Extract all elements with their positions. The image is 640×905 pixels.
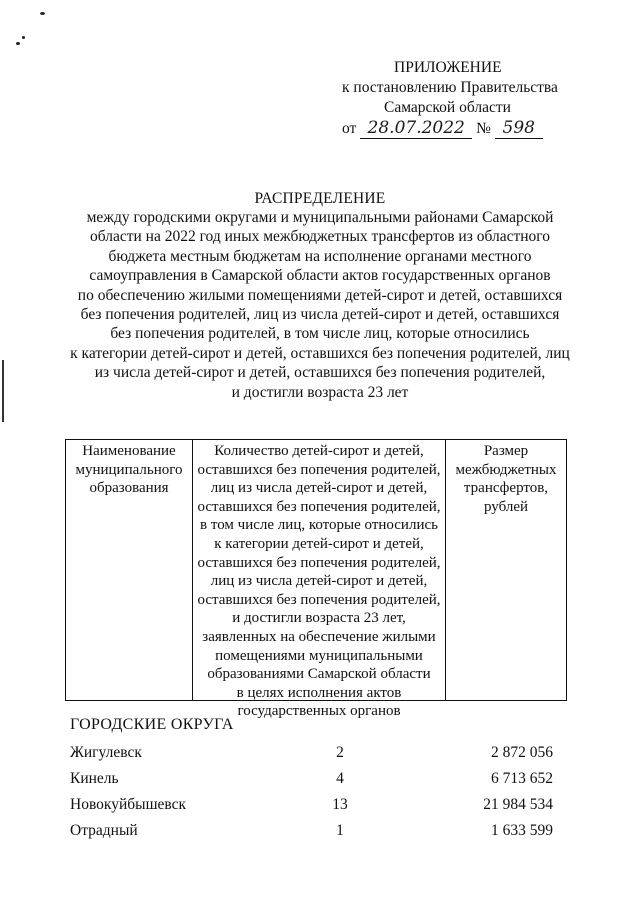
header-text-line: образованиями Самарской области [207, 666, 431, 683]
header-text-line: в том числе лиц, которые относились [200, 517, 438, 534]
header-text-line: лиц из числа детей-сирот и детей, [210, 480, 428, 497]
table-row [0, 770, 640, 792]
scan-speck [40, 12, 45, 15]
row-name: Новокуйбышевск [70, 796, 187, 813]
document-title: РАСПРЕДЕЛЕНИЕ [254, 190, 386, 207]
subtitle-line: области на 2022 год иных межбюджетных трансфертов из областного [89, 228, 551, 246]
date-prefix: от [342, 120, 357, 137]
subtitle-line: по обеспечению жилыми помещениями детей-сирот и детей, оставшихся [77, 286, 563, 304]
number-value: 598 [495, 118, 543, 139]
row-count: 4 [336, 770, 344, 787]
annex-date-number-line [342, 118, 543, 139]
header-text-line: образования [89, 480, 169, 497]
header-text-line: в целях исполнения актов [236, 684, 402, 701]
row-count: 1 [336, 822, 344, 839]
column-header-count [193, 440, 446, 720]
row-name: Жигулевск [70, 744, 142, 761]
table-row [0, 822, 640, 844]
table-row [0, 796, 640, 818]
header-text-line: Наименование [82, 443, 176, 459]
subtitle-line: самоуправления в Самарской области актов государственных органов [89, 267, 551, 285]
header-text-line: государственных органов [237, 703, 401, 720]
row-name: Отрадный [70, 822, 138, 839]
header-text-line: Размер [483, 443, 529, 459]
annex-region-line: Самарской области [384, 99, 511, 116]
header-text-line: помещениями муниципальными [215, 647, 423, 664]
date-value: 28.07.2022 [360, 118, 472, 139]
header-text-line: оставшихся без попечения родителей, [197, 591, 441, 608]
column-header-amount [446, 440, 566, 700]
subtitle-line: к категории детей-сирот и детей, оставшихся без попечения родителей, лиц [70, 344, 570, 362]
scan-speck [16, 42, 20, 45]
scan-speck [22, 36, 25, 39]
row-name: Кинель [70, 770, 119, 787]
header-text-line: заявленных на обеспечение жилыми [202, 628, 436, 645]
subtitle-line: без попечения родителей, в том числе лиц, которые относились [110, 325, 530, 343]
header-text-line: муниципального [75, 461, 183, 478]
table-header [65, 439, 567, 720]
column-header-municipality [66, 440, 193, 700]
table-row [0, 744, 640, 766]
header-text-line: оставшихся без попечения родителей, [197, 554, 441, 571]
header-text-line: трансфертов, [463, 480, 549, 497]
header-text-line: Количество детей-сирот и детей, [214, 443, 424, 459]
header-text-line: и достигли возраста 23 лет, [232, 610, 406, 627]
section-title-city-districts: ГОРОДСКИЕ ОКРУГА [70, 716, 234, 733]
row-amount: 21 984 534 [483, 796, 553, 813]
header-text-line: оставшихся без попечения родителей, [197, 498, 441, 515]
subtitle-line: и достигли возраста 23 лет [231, 383, 409, 401]
header-text-line: к категории детей-сирот и детей, [214, 535, 424, 552]
subtitle-line: из числа детей-сирот и детей, оставшихся без попечения родителей, [94, 364, 546, 382]
annex-resolution-line: к постановлению Правительства [342, 79, 558, 96]
subtitle-line: без попечения родителей, лиц из числа детей-сирот и детей, оставшихся [80, 306, 560, 324]
header-text-line: лиц из числа детей-сирот и детей, [210, 573, 428, 590]
header-text-line: рублей [483, 498, 529, 515]
header-text-line: оставшихся без попечения родителей, [197, 461, 441, 478]
row-count: 2 [336, 744, 344, 761]
document-subtitle [0, 208, 640, 402]
subtitle-line: бюджета местным бюджетам на исполнение органами местного [108, 247, 532, 265]
subtitle-line: между городскими округами и муниципальными районами Самарской [86, 209, 554, 226]
row-amount: 1 633 599 [491, 822, 553, 839]
number-prefix: № [476, 120, 491, 137]
header-text-line: межбюджетных [455, 461, 557, 478]
row-amount: 6 713 652 [491, 770, 553, 787]
row-amount: 2 872 056 [491, 744, 553, 761]
row-count: 13 [332, 796, 348, 813]
annex-title: ПРИЛОЖЕНИЕ [394, 59, 502, 76]
